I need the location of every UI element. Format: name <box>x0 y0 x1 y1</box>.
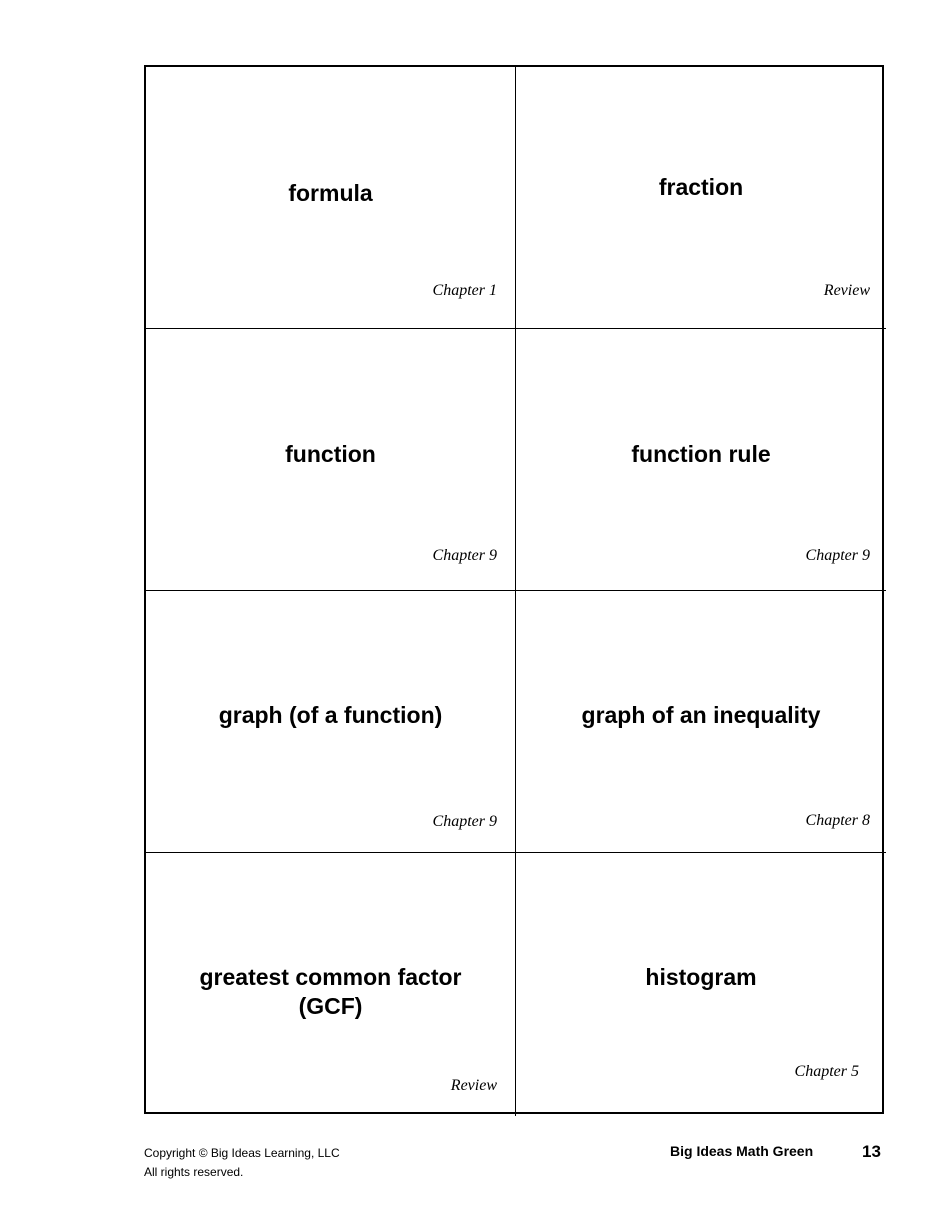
book-title: Big Ideas Math Green <box>670 1143 814 1159</box>
copyright-line: Copyright © Big Ideas Learning, LLC <box>144 1146 340 1160</box>
card-term: function rule <box>631 441 771 467</box>
card-chapter: Chapter 8 <box>805 812 870 829</box>
card-chapter: Review <box>450 1077 497 1094</box>
card-term: histogram <box>645 964 757 990</box>
card-term: graph of an inequality <box>581 702 821 728</box>
card-term: graph (of a function) <box>218 702 443 728</box>
page-number: 13 <box>862 1142 881 1161</box>
card-chapter: Chapter 1 <box>432 282 497 299</box>
card-term: function <box>285 441 376 467</box>
card-term <box>146 963 515 1021</box>
card-term: formula <box>288 180 373 206</box>
rights-line: All rights reserved. <box>144 1165 244 1179</box>
card-chapter: Chapter 9 <box>805 547 870 564</box>
flash-card-graph-of-a-function <box>146 591 516 853</box>
card-chapter: Chapter 9 <box>432 813 497 830</box>
flash-card-graph-of-an-inequality <box>516 591 886 853</box>
flash-card-formula <box>146 67 516 329</box>
flash-card-function <box>146 329 516 591</box>
flash-card-histogram <box>516 853 886 1116</box>
card-term-line-1: greatest common factor <box>199 964 462 990</box>
flash-card-grid <box>144 65 884 1114</box>
copyright-notice <box>144 1144 340 1182</box>
card-chapter: Review <box>823 282 870 299</box>
card-term: fraction <box>658 174 744 200</box>
flash-card-fraction <box>516 67 886 329</box>
card-chapter: Chapter 5 <box>794 1063 859 1080</box>
flash-card-greatest-common-factor <box>146 853 516 1116</box>
card-chapter: Chapter 9 <box>432 547 497 564</box>
flash-card-function-rule <box>516 329 886 591</box>
card-term-line-2: (GCF) <box>298 993 363 1019</box>
